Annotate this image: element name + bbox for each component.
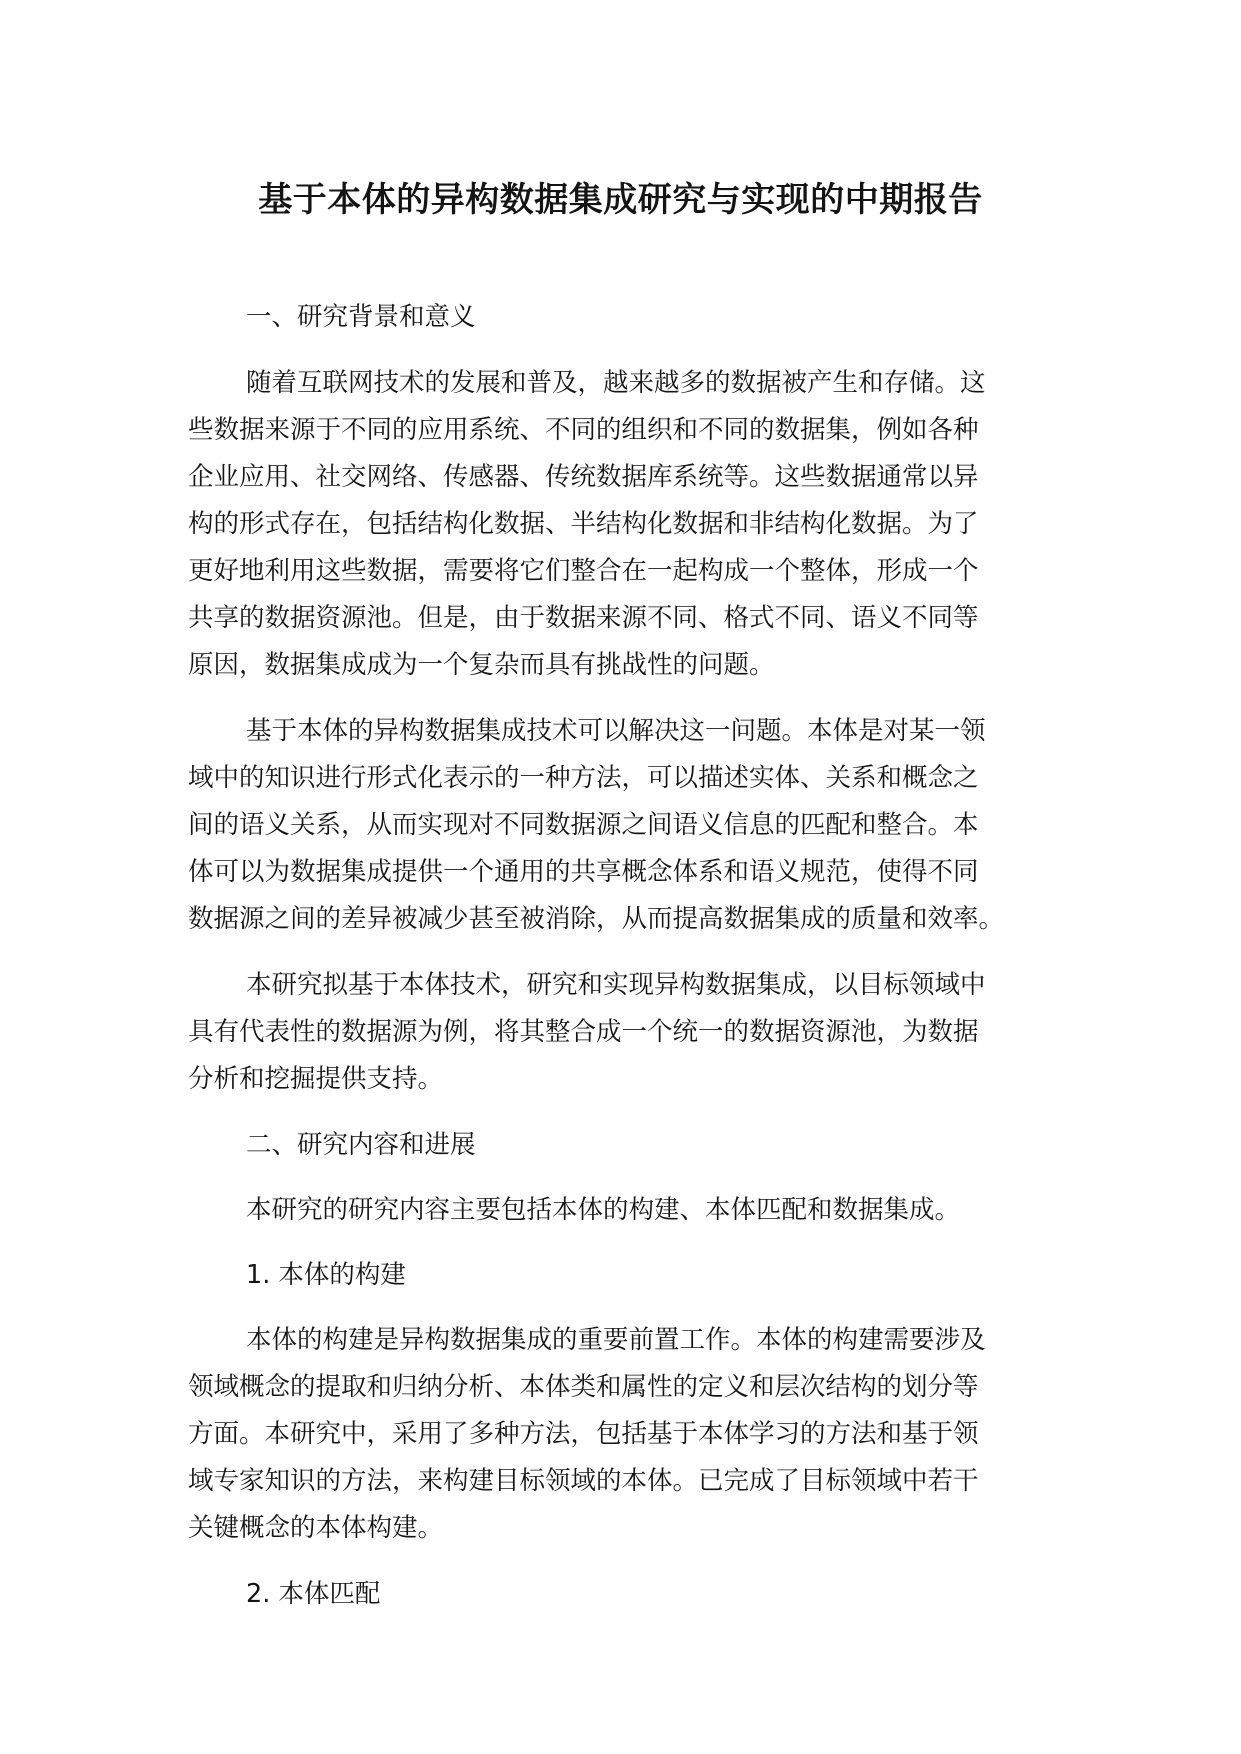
paragraph-line: 数据源之间的差异被减少甚至被消除，从而提高数据集成的质量和效率。 <box>188 904 1005 934</box>
document-title: 基于本体的异构数据集成研究与实现的中期报告 <box>258 180 983 220</box>
paragraph-content-summary <box>188 1187 1040 1234</box>
section-heading-content <box>188 1122 1040 1169</box>
subsection-heading-ontology-construction <box>188 1252 1040 1299</box>
paragraph-line: 域专家知识的方法，来构建目标领域的本体。已完成了目标领域中若干 <box>188 1466 979 1496</box>
paragraph-line: 体可以为数据集成提供一个通用的共享概念体系和语义规范，使得不同 <box>188 857 979 887</box>
paragraph-line: 领域概念的提取和归纳分析、本体类和属性的定义和层次结构的划分等 <box>188 1372 979 1402</box>
paragraph-line: 共享的数据资源池。但是，由于数据来源不同、格式不同、语义不同等 <box>188 603 979 633</box>
heading-line: 2. 本体匹配 <box>246 1579 381 1609</box>
paragraph-line: 本体的构建是异构数据集成的重要前置工作。本体的构建需要涉及 <box>246 1325 986 1355</box>
paragraph-line: 间的语义关系，从而实现对不同数据源之间语义信息的匹配和整合。本 <box>188 810 979 840</box>
paragraph-line: 本研究拟基于本体技术，研究和实现异构数据集成，以目标领域中 <box>246 970 986 1000</box>
paragraph-line: 基于本体的异构数据集成技术可以解决这一问题。本体是对某一领 <box>246 716 986 746</box>
paragraph-line: 些数据来源于不同的应用系统、不同的组织和不同的数据集，例如各种 <box>188 415 979 445</box>
paragraph-line: 域中的知识进行形式化表示的一种方法，可以描述实体、关系和概念之 <box>188 763 979 793</box>
paragraph-background <box>188 360 1040 689</box>
paragraph-ontology-method <box>188 708 1040 943</box>
document-body <box>188 294 1040 1618</box>
paragraph-line: 本研究的研究内容主要包括本体的构建、本体匹配和数据集成。 <box>246 1195 961 1225</box>
paragraph-ontology-construction <box>188 1317 1040 1552</box>
paragraph-line: 具有代表性的数据源为例，将其整合成一个统一的数据资源池，为数据 <box>188 1017 979 1047</box>
paragraph-line: 构的形式存在，包括结构化数据、半结构化数据和非结构化数据。为了 <box>188 509 979 539</box>
paragraph-line: 随着互联网技术的发展和普及，越来越多的数据被产生和存储。这 <box>246 368 986 398</box>
section-heading-background <box>188 294 1040 341</box>
paragraph-line: 更好地利用这些数据，需要将它们整合在一起构成一个整体，形成一个 <box>188 556 979 586</box>
paragraph-line: 方面。本研究中，采用了多种方法，包括基于本体学习的方法和基于领 <box>188 1419 979 1449</box>
paragraph-line: 企业应用、社交网络、传感器、传统数据库系统等。这些数据通常以异 <box>188 462 979 492</box>
subsection-heading-ontology-matching <box>188 1571 1040 1618</box>
heading-line: 二、研究内容和进展 <box>246 1130 476 1160</box>
paragraph-line: 分析和挖掘提供支持。 <box>188 1064 444 1094</box>
heading-line: 1. 本体的构建 <box>246 1260 406 1290</box>
paragraph-line: 关键概念的本体构建。 <box>188 1513 444 1543</box>
heading-line: 一、研究背景和意义 <box>246 302 476 332</box>
paragraph-line: 原因，数据集成成为一个复杂而具有挑战性的问题。 <box>188 650 775 680</box>
paragraph-research-goal <box>188 962 1040 1103</box>
